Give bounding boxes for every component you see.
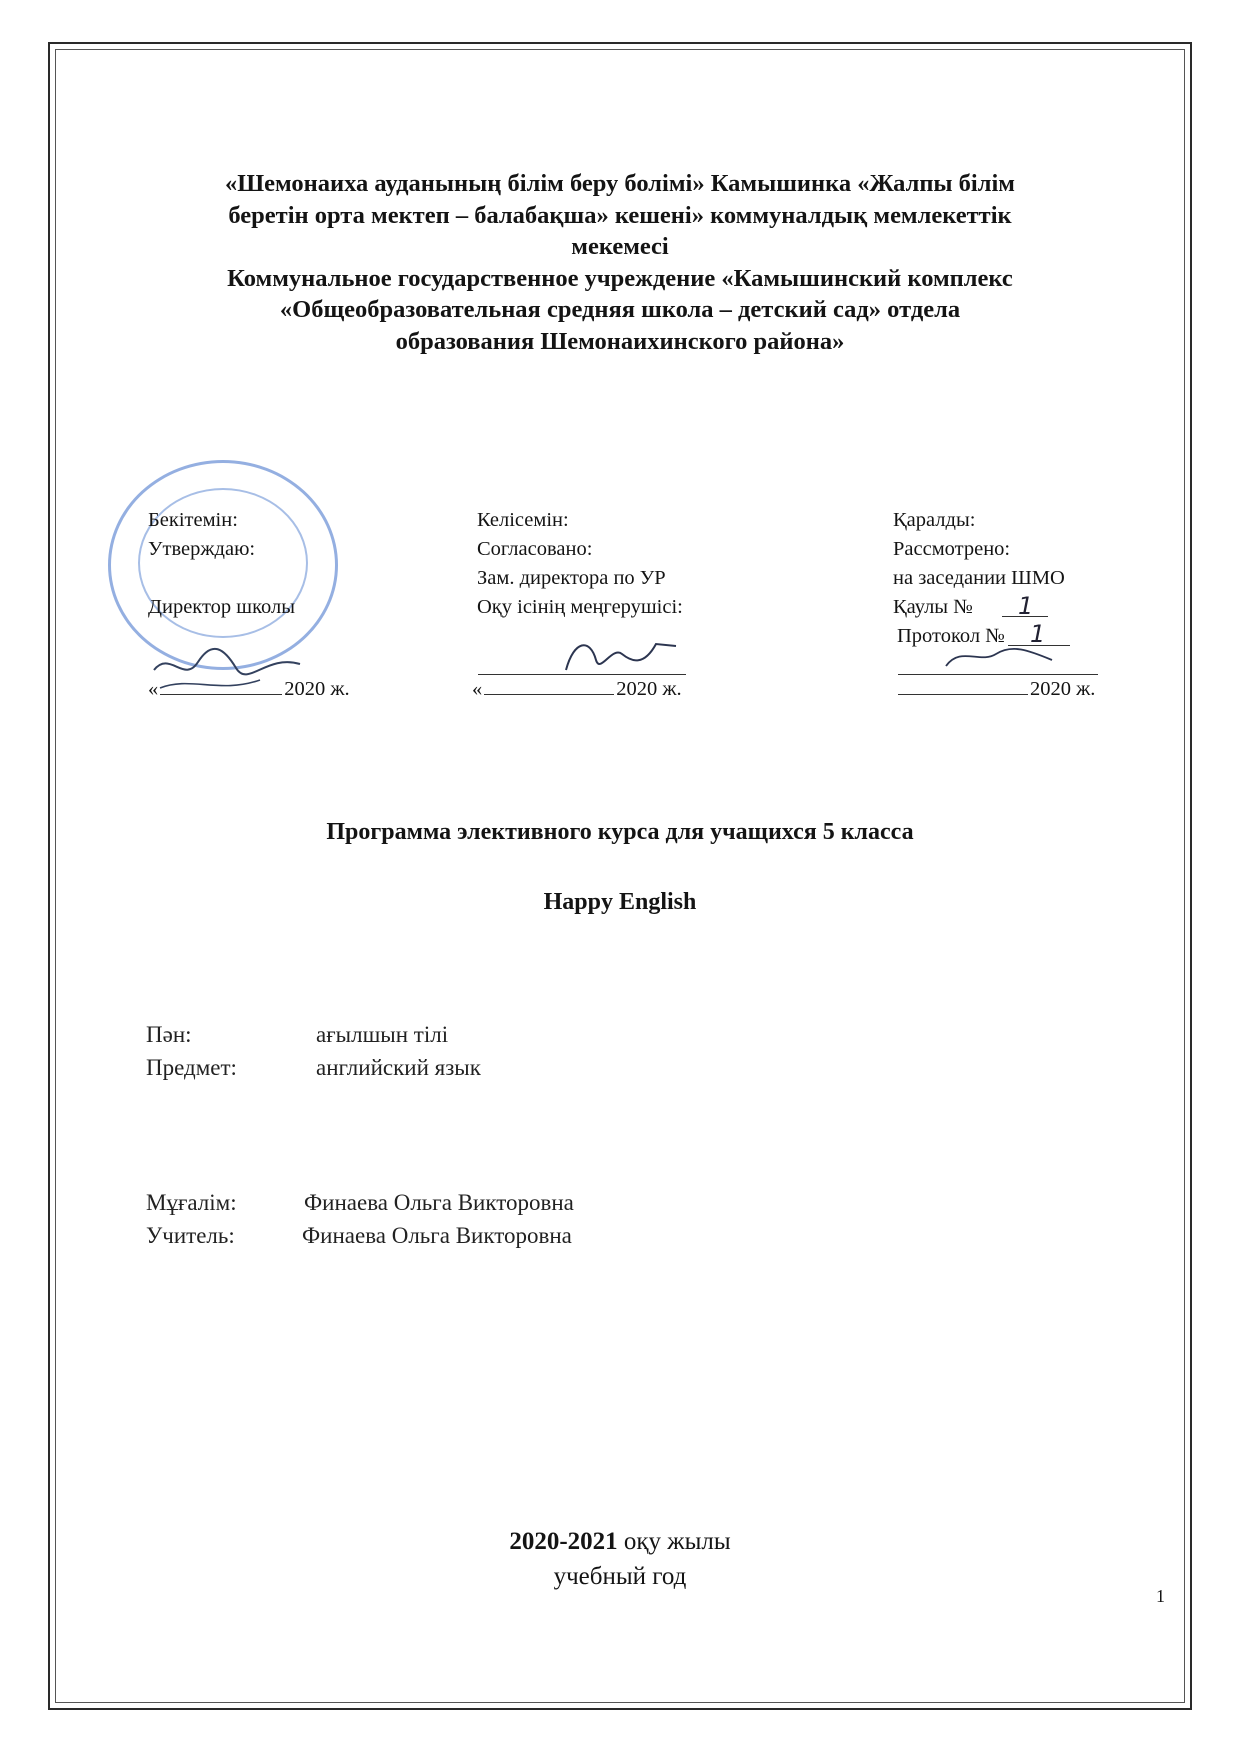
review-decision-kz: Қаулы №: [893, 596, 973, 618]
shmo-signature: [940, 640, 1060, 674]
subject-kz-label: Пән:: [146, 1022, 192, 1047]
header-ru-line-2: «Общеобразовательная средняя школа – детский сад» отдела: [279, 296, 961, 323]
review-kz-label: Қаралды:: [893, 509, 976, 531]
decision-number: 1: [1018, 592, 1034, 620]
teacher-kz-label: Мұғалім:: [146, 1190, 237, 1215]
review-date-suffix: 2020 ж.: [1030, 678, 1096, 700]
academic-year-kz: оқу жылы: [623, 1528, 731, 1555]
agree-date-suffix: 2020 ж.: [616, 678, 682, 700]
approve-date-suffix: 2020 ж.: [284, 678, 350, 700]
program-name: Happy English: [543, 889, 697, 915]
agreement-block: [477, 506, 683, 622]
institution-header: [120, 168, 1120, 357]
header-kz-line-1: «Шемонаиха ауданының білім беру болімі» Камышинка «Жалпы білім: [225, 170, 1015, 197]
review-protocol-ru: Протокол №: [897, 625, 1005, 647]
review-meeting: на заседании ШМО: [893, 567, 1065, 589]
approve-role: Директор школы: [148, 596, 295, 618]
teacher-name-kz: Финаева Ольга Викторовна: [304, 1190, 574, 1215]
review-ru-label: Рассмотрено:: [893, 538, 1011, 560]
agree-role-kz: Оқу ісінің меңгерушісі:: [477, 596, 683, 618]
approve-kz-label: Бекітемін:: [148, 509, 238, 531]
subject-ru-value: английский язык: [316, 1055, 481, 1080]
deputy-signature: [560, 630, 680, 676]
decision-number-line: [1002, 616, 1048, 617]
page-number: 1: [1156, 1586, 1165, 1606]
approve-date-open: «: [148, 678, 159, 700]
protocol-number: 1: [1030, 620, 1046, 648]
agree-kz-label: Келісемін:: [477, 509, 569, 531]
agree-date-open: «: [472, 678, 483, 700]
header-kz-line-2: беретін орта мектеп – балабақша» кешені» коммуналдық мемлекеттік: [228, 201, 1012, 229]
header-kz-line-3: мекемесі: [571, 233, 669, 260]
header-ru-line-1: Коммунальное государственное учреждение «Камышинский комплекс: [227, 264, 1013, 292]
academic-year: [0, 1525, 1240, 1559]
academic-year-ru: учебный год: [553, 1563, 687, 1590]
agree-ru-label: Согласовано:: [477, 538, 593, 560]
teacher-name-ru: Финаева Ольга Викторовна: [302, 1223, 572, 1248]
review-signature-line: [898, 674, 1098, 675]
academic-year-range: 2020-2021: [509, 1528, 618, 1555]
subject-kz-value: ағылшын тілі: [316, 1022, 449, 1047]
program-title: Программа элективного курса для учащихся 5 класса: [326, 819, 914, 845]
teacher-ru-label: Учитель:: [146, 1223, 235, 1248]
agree-role-ru: Зам. директора по УР: [477, 567, 666, 589]
approval-block: [148, 506, 295, 622]
header-ru-line-3: образования Шемонаихинского района»: [395, 327, 845, 355]
approve-ru-label: Утверждаю:: [148, 538, 256, 560]
subject-ru-label: Предмет:: [146, 1055, 237, 1080]
